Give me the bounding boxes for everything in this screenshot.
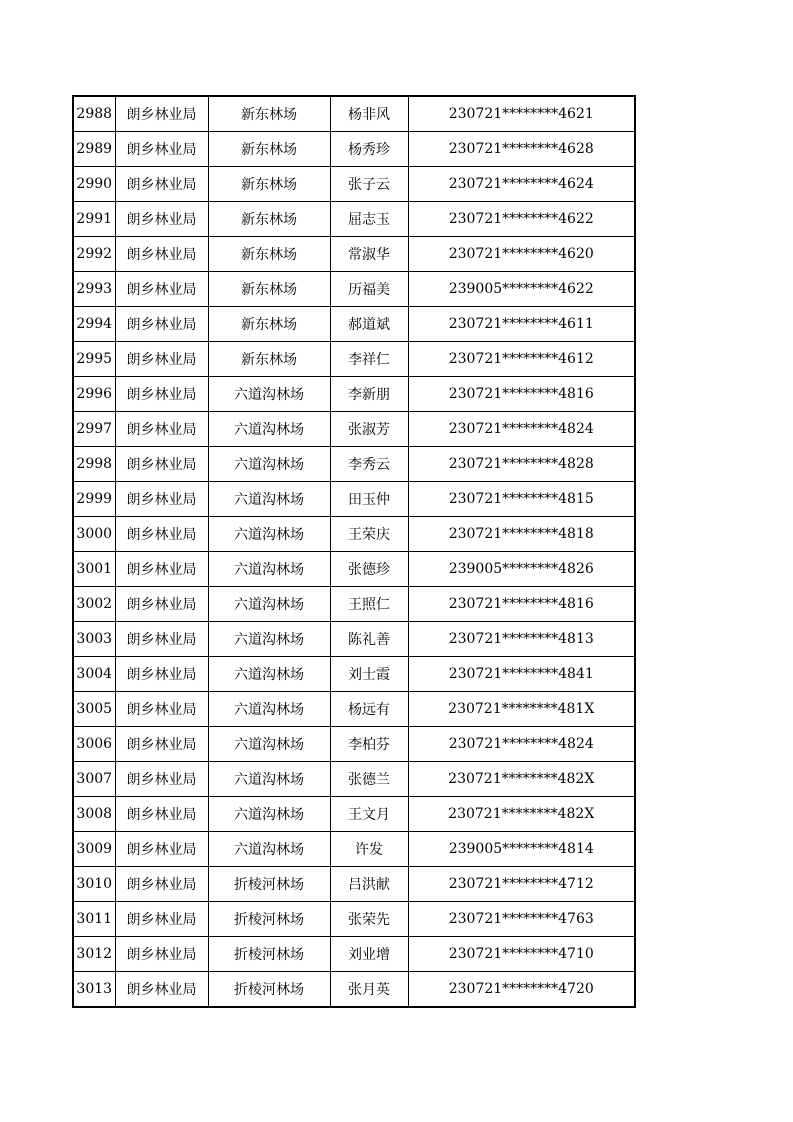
farm-cell: 六道沟林场 (208, 447, 330, 482)
name-cell: 屈志玉 (330, 202, 408, 237)
row-number: 3010 (73, 867, 115, 902)
id-number-cell: 230721********481X (408, 692, 635, 727)
name-cell: 王荣庆 (330, 517, 408, 552)
id-number-cell: 230721********4720 (408, 972, 635, 1008)
table-row (73, 692, 635, 727)
table-row (73, 167, 635, 202)
row-number: 3006 (73, 727, 115, 762)
farm-cell: 新东林场 (208, 272, 330, 307)
row-number: 3002 (73, 587, 115, 622)
id-number-cell: 230721********4712 (408, 867, 635, 902)
table-row (73, 622, 635, 657)
table-row (73, 937, 635, 972)
id-number-cell: 230721********4816 (408, 587, 635, 622)
bureau-cell: 朗乡林业局 (115, 587, 208, 622)
farm-cell: 六道沟林场 (208, 832, 330, 867)
name-cell: 杨远有 (330, 692, 408, 727)
name-cell: 张德兰 (330, 762, 408, 797)
table-row (73, 132, 635, 167)
bureau-cell: 朗乡林业局 (115, 727, 208, 762)
bureau-cell: 朗乡林业局 (115, 867, 208, 902)
bureau-cell: 朗乡林业局 (115, 552, 208, 587)
farm-cell: 新东林场 (208, 167, 330, 202)
farm-cell: 新东林场 (208, 237, 330, 272)
row-number: 3009 (73, 832, 115, 867)
farm-cell: 六道沟林场 (208, 517, 330, 552)
farm-cell: 六道沟林场 (208, 622, 330, 657)
farm-cell: 折棱河林场 (208, 902, 330, 937)
table-row (73, 202, 635, 237)
table-row (73, 237, 635, 272)
bureau-cell: 朗乡林业局 (115, 132, 208, 167)
id-number-cell: 239005********4814 (408, 832, 635, 867)
row-number: 3007 (73, 762, 115, 797)
row-number: 3011 (73, 902, 115, 937)
row-number: 3001 (73, 552, 115, 587)
id-number-cell: 239005********4622 (408, 272, 635, 307)
id-number-cell: 230721********4841 (408, 657, 635, 692)
row-number: 2993 (73, 272, 115, 307)
table-row (73, 657, 635, 692)
farm-cell: 六道沟林场 (208, 412, 330, 447)
farm-cell: 新东林场 (208, 202, 330, 237)
bureau-cell: 朗乡林业局 (115, 342, 208, 377)
id-number-cell: 230721********4628 (408, 132, 635, 167)
row-number: 2999 (73, 482, 115, 517)
id-number-cell: 230721********4763 (408, 902, 635, 937)
farm-cell: 六道沟林场 (208, 797, 330, 832)
row-number: 2988 (73, 96, 115, 132)
farm-cell: 六道沟林场 (208, 762, 330, 797)
name-cell: 李祥仁 (330, 342, 408, 377)
farm-cell: 六道沟林场 (208, 587, 330, 622)
bureau-cell: 朗乡林业局 (115, 167, 208, 202)
table-row (73, 867, 635, 902)
table-row (73, 482, 635, 517)
table-row (73, 727, 635, 762)
farm-cell: 折棱河林场 (208, 867, 330, 902)
row-number: 2998 (73, 447, 115, 482)
name-cell: 常淑华 (330, 237, 408, 272)
id-number-cell: 230721********4815 (408, 482, 635, 517)
row-number: 2996 (73, 377, 115, 412)
row-number: 3004 (73, 657, 115, 692)
id-number-cell: 230721********4816 (408, 377, 635, 412)
id-number-cell: 230721********4813 (408, 622, 635, 657)
table-row (73, 552, 635, 587)
name-cell: 王文月 (330, 797, 408, 832)
id-number-cell: 230721********4624 (408, 167, 635, 202)
farm-cell: 六道沟林场 (208, 552, 330, 587)
table-row (73, 447, 635, 482)
id-number-cell: 230721********4620 (408, 237, 635, 272)
name-cell: 田玉仲 (330, 482, 408, 517)
id-number-cell: 230721********4621 (408, 96, 635, 132)
name-cell: 李秀云 (330, 447, 408, 482)
id-number-cell: 230721********4710 (408, 937, 635, 972)
table-row (73, 377, 635, 412)
bureau-cell: 朗乡林业局 (115, 412, 208, 447)
bureau-cell: 朗乡林业局 (115, 692, 208, 727)
row-number: 3005 (73, 692, 115, 727)
roster-table (72, 95, 636, 1008)
id-number-cell: 239005********4826 (408, 552, 635, 587)
table-row (73, 517, 635, 552)
bureau-cell: 朗乡林业局 (115, 96, 208, 132)
row-number: 3013 (73, 972, 115, 1008)
row-number: 2995 (73, 342, 115, 377)
table-row (73, 307, 635, 342)
row-number: 3012 (73, 937, 115, 972)
name-cell: 陈礼善 (330, 622, 408, 657)
bureau-cell: 朗乡林业局 (115, 482, 208, 517)
name-cell: 张荣先 (330, 902, 408, 937)
farm-cell: 新东林场 (208, 342, 330, 377)
table-row (73, 832, 635, 867)
bureau-cell: 朗乡林业局 (115, 377, 208, 412)
name-cell: 杨秀珍 (330, 132, 408, 167)
id-number-cell: 230721********4824 (408, 727, 635, 762)
name-cell: 张月英 (330, 972, 408, 1008)
row-number: 3003 (73, 622, 115, 657)
bureau-cell: 朗乡林业局 (115, 622, 208, 657)
farm-cell: 六道沟林场 (208, 377, 330, 412)
table-row (73, 587, 635, 622)
name-cell: 张子云 (330, 167, 408, 202)
name-cell: 李柏芬 (330, 727, 408, 762)
farm-cell: 六道沟林场 (208, 482, 330, 517)
id-number-cell: 230721********482X (408, 797, 635, 832)
id-number-cell: 230721********4828 (408, 447, 635, 482)
bureau-cell: 朗乡林业局 (115, 307, 208, 342)
bureau-cell: 朗乡林业局 (115, 657, 208, 692)
roster-body (73, 96, 635, 1007)
row-number: 3000 (73, 517, 115, 552)
table-row (73, 797, 635, 832)
name-cell: 郝道斌 (330, 307, 408, 342)
name-cell: 吕洪献 (330, 867, 408, 902)
name-cell: 李新朋 (330, 377, 408, 412)
farm-cell: 新东林场 (208, 96, 330, 132)
table-row (73, 272, 635, 307)
bureau-cell: 朗乡林业局 (115, 832, 208, 867)
bureau-cell: 朗乡林业局 (115, 937, 208, 972)
id-number-cell: 230721********4622 (408, 202, 635, 237)
row-number: 2992 (73, 237, 115, 272)
farm-cell: 折棱河林场 (208, 937, 330, 972)
id-number-cell: 230721********4611 (408, 307, 635, 342)
name-cell: 刘士霞 (330, 657, 408, 692)
farm-cell: 折棱河林场 (208, 972, 330, 1008)
bureau-cell: 朗乡林业局 (115, 517, 208, 552)
id-number-cell: 230721********482X (408, 762, 635, 797)
name-cell: 张淑芳 (330, 412, 408, 447)
bureau-cell: 朗乡林业局 (115, 237, 208, 272)
farm-cell: 六道沟林场 (208, 727, 330, 762)
bureau-cell: 朗乡林业局 (115, 762, 208, 797)
table-row (73, 972, 635, 1008)
id-number-cell: 230721********4824 (408, 412, 635, 447)
farm-cell: 新东林场 (208, 132, 330, 167)
table-row (73, 96, 635, 132)
name-cell: 张德珍 (330, 552, 408, 587)
farm-cell: 新东林场 (208, 307, 330, 342)
name-cell: 王照仁 (330, 587, 408, 622)
bureau-cell: 朗乡林业局 (115, 797, 208, 832)
farm-cell: 六道沟林场 (208, 692, 330, 727)
id-number-cell: 230721********4818 (408, 517, 635, 552)
row-number: 2991 (73, 202, 115, 237)
farm-cell: 六道沟林场 (208, 657, 330, 692)
row-number: 3008 (73, 797, 115, 832)
table-row (73, 342, 635, 377)
table-row (73, 412, 635, 447)
bureau-cell: 朗乡林业局 (115, 447, 208, 482)
bureau-cell: 朗乡林业局 (115, 972, 208, 1008)
bureau-cell: 朗乡林业局 (115, 272, 208, 307)
table-row (73, 902, 635, 937)
name-cell: 刘业增 (330, 937, 408, 972)
table-row (73, 762, 635, 797)
row-number: 2990 (73, 167, 115, 202)
id-number-cell: 230721********4612 (408, 342, 635, 377)
row-number: 2994 (73, 307, 115, 342)
row-number: 2989 (73, 132, 115, 167)
name-cell: 许发 (330, 832, 408, 867)
bureau-cell: 朗乡林业局 (115, 902, 208, 937)
name-cell: 历福美 (330, 272, 408, 307)
name-cell: 杨非风 (330, 96, 408, 132)
row-number: 2997 (73, 412, 115, 447)
bureau-cell: 朗乡林业局 (115, 202, 208, 237)
